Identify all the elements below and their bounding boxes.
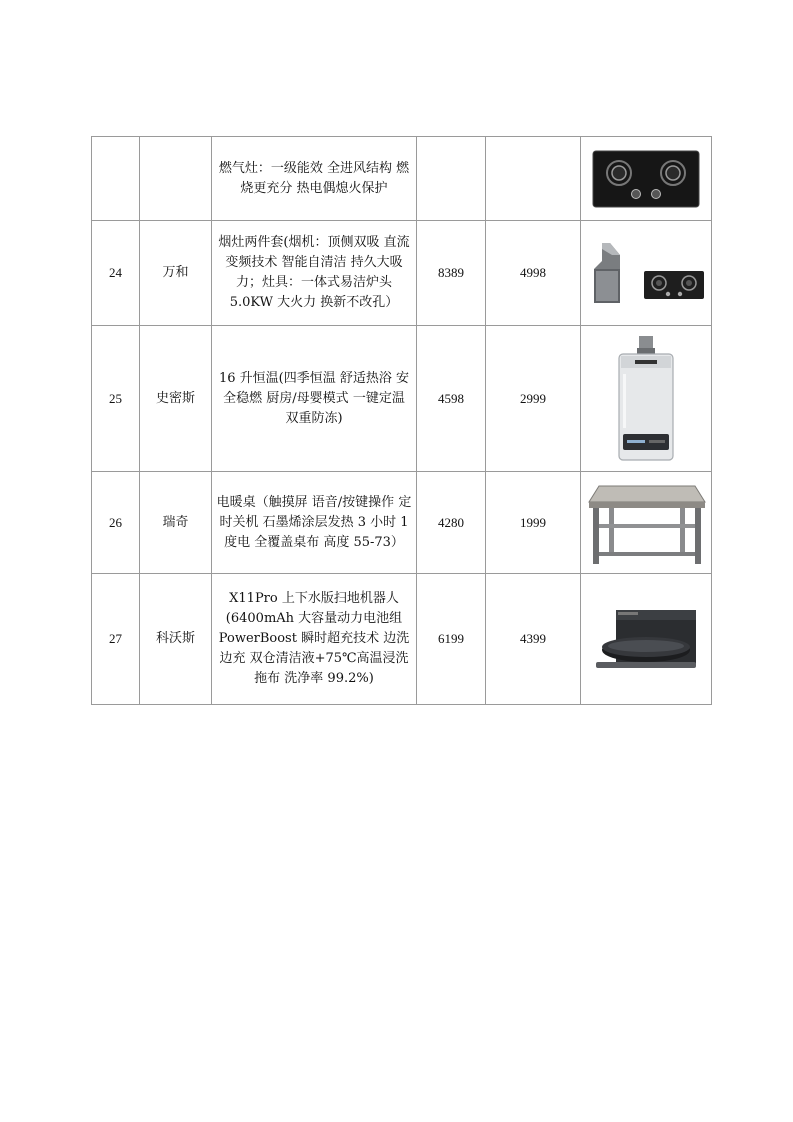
table-row [92,326,712,472]
row-index: 25 [92,326,140,472]
brand-cell [140,137,212,221]
range-hood-and-stove-icon [586,241,706,305]
original-price-cell: 4598 [417,326,486,472]
brand-cell: 史密斯 [140,326,212,472]
table-row [92,472,712,574]
original-price-cell: 6199 [417,574,486,705]
product-image-cell [581,326,712,472]
brand-cell: 万和 [140,221,212,326]
row-index: 27 [92,574,140,705]
brand-cell: 科沃斯 [140,574,212,705]
product-image-cell [581,574,712,705]
description-cell: 16 升恒温(四季恒温 舒适热浴 安全稳燃 厨房/母婴模式 一键定温 双重防冻) [212,326,417,472]
product-table [91,136,712,705]
product-image-cell [581,472,712,574]
description-cell: 燃气灶：一级能效 全进风结构 燃烧更充分 热电偶熄火保护 [212,137,417,221]
row-index [92,137,140,221]
sale-price-cell: 1999 [486,472,581,574]
brand-cell: 瑞奇 [140,472,212,574]
water-heater-icon [613,334,679,464]
table-row [92,574,712,705]
sale-price-cell [486,137,581,221]
sale-price-cell: 4399 [486,574,581,705]
original-price-cell: 4280 [417,472,486,574]
table-row [92,137,712,221]
description-cell: X11Pro 上下水版扫地机器人(6400mAh 大容量动力电池组 PowerBoost 瞬时超充技术 边洗边充 双仓清洁液+75℃高温浸洗拖布 洗净率 99.2%) [212,574,417,705]
robot-vacuum-icon [594,606,698,672]
original-price-cell: 8389 [417,221,486,326]
gas-stove-icon [592,149,700,209]
row-index: 26 [92,472,140,574]
original-price-cell [417,137,486,221]
product-image-cell [581,221,712,326]
heating-table-icon [585,480,707,566]
table-row [92,221,712,326]
sale-price-cell: 2999 [486,326,581,472]
description-cell: 电暖桌（触摸屏 语音/按键操作 定时关机 石墨烯涂层发热 3 小时 1 度电 全覆盖桌布 高度 55-73） [212,472,417,574]
sale-price-cell: 4998 [486,221,581,326]
description-cell: 烟灶两件套(烟机：顶侧双吸 直流变频技术 智能自清洁 持久大吸力；灶具：一体式易洁炉头 5.0KW 大火力 换新不改孔） [212,221,417,326]
row-index: 24 [92,221,140,326]
product-image-cell [581,137,712,221]
